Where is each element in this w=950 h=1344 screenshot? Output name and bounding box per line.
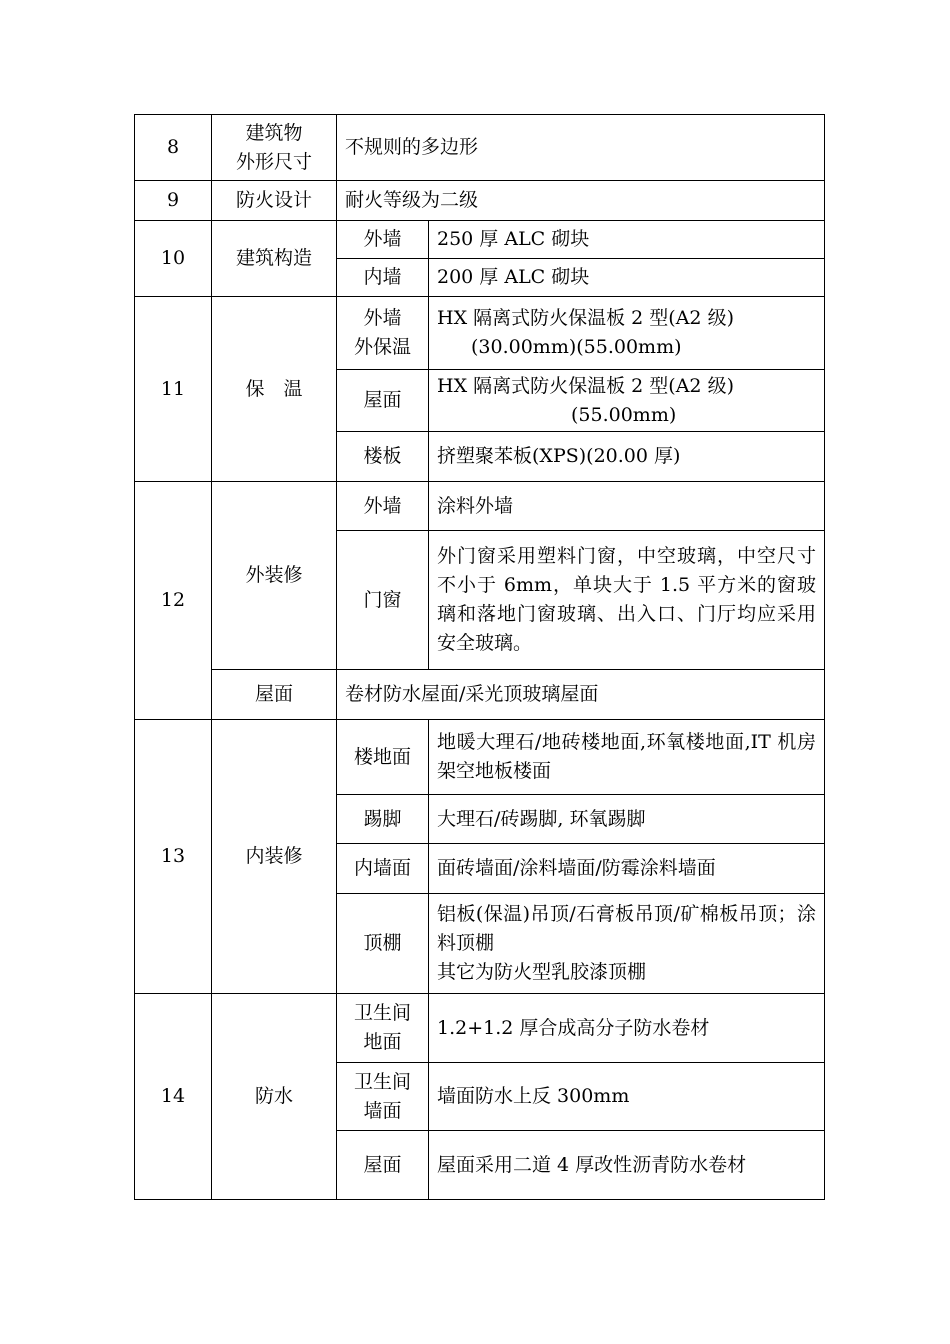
sub-item: 顶棚	[337, 894, 429, 994]
row-number: 11	[135, 297, 212, 482]
sub-item: 屋面	[337, 370, 429, 432]
sub-item: 内墙面	[337, 844, 429, 894]
sub-item: 门窗	[337, 531, 429, 670]
sub-description: 铝板(保温)吊顶/石膏板吊顶/矿棉板吊顶；涂料顶棚 其它为防火型乳胶漆顶棚	[429, 894, 825, 994]
row-item: 防火设计	[212, 181, 337, 221]
building-spec-table	[134, 114, 825, 1200]
sub-description: 面砖墙面/涂料墙面/防霉涂料墙面	[429, 844, 825, 894]
sub-item: 卫生间 墙面	[337, 1063, 429, 1131]
row-number: 10	[135, 221, 212, 297]
row-item: 内装修	[212, 720, 337, 994]
sub-description: 涂料外墙	[429, 482, 825, 531]
sub-item: 外墙	[337, 482, 429, 531]
sub-description: 地暖大理石/地砖楼地面,环氧楼地面,IT 机房架空地板楼面	[429, 720, 825, 795]
sub-item: 楼板	[337, 432, 429, 482]
row-item: 建筑构造	[212, 221, 337, 297]
sub-description: 大理石/砖踢脚, 环氧踢脚	[429, 795, 825, 844]
sub-description: HX 隔离式防火保温板 2 型(A2 级) (30.00mm)(55.00mm)	[429, 297, 825, 370]
row-number: 9	[135, 181, 212, 221]
sub-description: 外门窗采用塑料门窗，中空玻璃，中空尺寸不小于 6mm，单块大于 1.5 平方米的窗玻璃和落地门窗玻璃、出入口、门厅均应采用安全玻璃。	[429, 531, 825, 670]
sub-description: HX 隔离式防火保温板 2 型(A2 级) (55.00mm)	[429, 370, 825, 432]
sub-item: 外墙 外保温	[337, 297, 429, 370]
table-row	[135, 297, 825, 370]
row-item: 外装修	[212, 482, 337, 670]
sub-item: 屋面	[337, 1131, 429, 1200]
row-description: 耐火等级为二级	[337, 181, 825, 221]
table-row	[135, 115, 825, 181]
sub-description: 1.2+1.2 厚合成高分子防水卷材	[429, 994, 825, 1063]
row-number: 13	[135, 720, 212, 994]
table-row	[135, 994, 825, 1063]
sub-description: 250 厚 ALC 砌块	[429, 221, 825, 259]
row-item: 建筑物 外形尺寸	[212, 115, 337, 181]
sub-item: 卫生间 地面	[337, 994, 429, 1063]
sub-item: 内墙	[337, 259, 429, 297]
table-row	[135, 482, 825, 531]
row-number: 8	[135, 115, 212, 181]
row-description: 不规则的多边形	[337, 115, 825, 181]
table-row	[135, 181, 825, 221]
sub-description: 挤塑聚苯板(XPS)(20.00 厚)	[429, 432, 825, 482]
table-row	[135, 720, 825, 795]
table-row	[135, 670, 825, 720]
table-row	[135, 221, 825, 259]
row-item: 防水	[212, 994, 337, 1200]
sub-item: 踢脚	[337, 795, 429, 844]
row-item: 保 温	[212, 297, 337, 482]
row-number: 14	[135, 994, 212, 1200]
row-number: 12	[135, 482, 212, 720]
row-item: 屋面	[212, 670, 337, 720]
sub-item: 楼地面	[337, 720, 429, 795]
sub-item: 外墙	[337, 221, 429, 259]
row-description: 卷材防水屋面/采光顶玻璃屋面	[337, 670, 825, 720]
sub-description: 200 厚 ALC 砌块	[429, 259, 825, 297]
sub-description: 屋面采用二道 4 厚改性沥青防水卷材	[429, 1131, 825, 1200]
sub-description: 墙面防水上反 300mm	[429, 1063, 825, 1131]
